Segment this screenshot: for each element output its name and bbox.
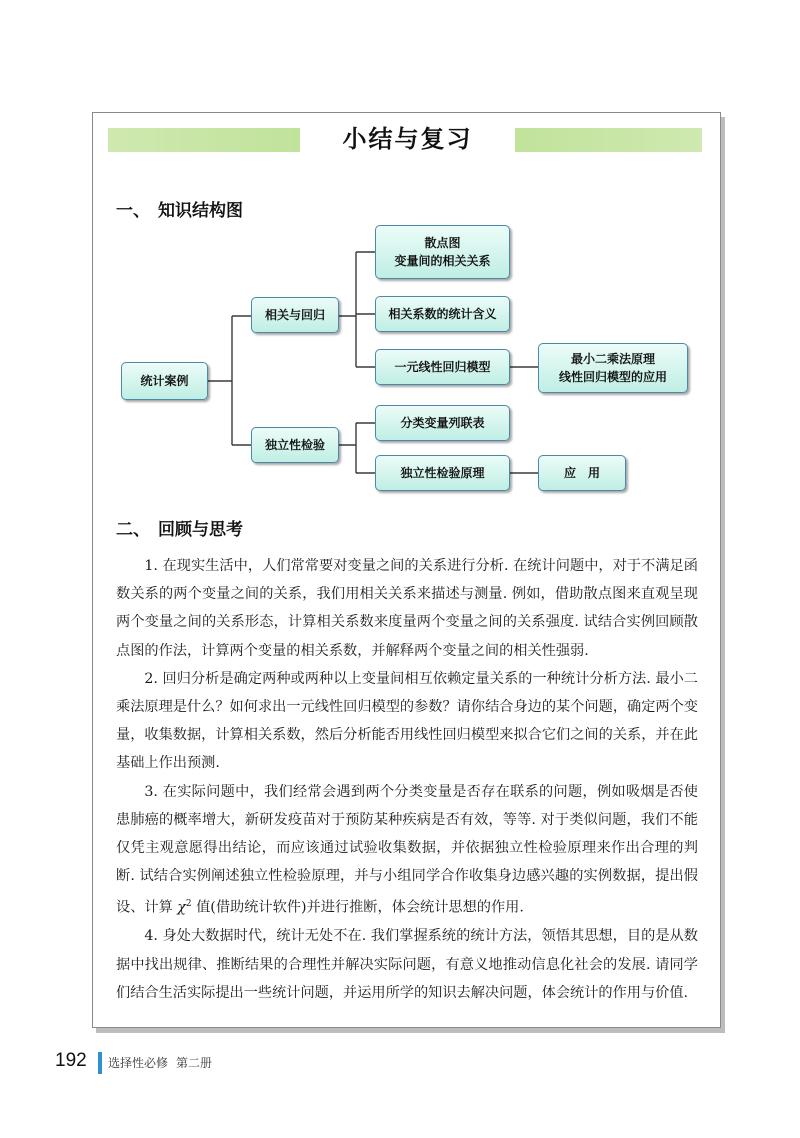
paragraph-4: 4. 身处大数据时代，统计无处不在. 我们掌握系统的统计方法，领悟其思想，目的是从数据中找出规律、推断结果的合理性并解决实际问题，有意义地推动信息化社会的发展. 请同学们结合生活实际提出一些统计问题，并运用所学的知识去解决问题，体会统计的作用与价值. — [116, 928, 698, 1001]
box-label: 分类变量列联表 — [400, 416, 485, 430]
box-correlation — [251, 297, 339, 333]
review-paragraphs — [116, 552, 698, 1007]
section-label: 知识结构图 — [158, 201, 243, 221]
box-linear-model — [375, 349, 510, 385]
box-label: 独立性检验原理 — [400, 466, 485, 480]
box-root — [121, 362, 208, 400]
box-least-squares — [538, 343, 688, 393]
box-application — [538, 455, 626, 491]
box-label: 统计案例 — [140, 374, 189, 388]
box-label-line: 线性回归模型的应用 — [558, 370, 667, 384]
paragraph-1: 1. 在现实生活中，人们常常要对变量之间的关系进行分析. 在统计问题中，对于不满足函数关系的两个变量之间的关系，我们用相关关系来描述与测量. 例如，借助散点图来直观呈现两个变量之间的关系形态，计算相关系数来度量两个变量之间的关系强度. 试结合实例回顾散点图的作法，计算两个变量的相关系数，并解释两个变量之间的相关性强弱. — [116, 558, 698, 659]
box-label: 相关系数的统计含义 — [388, 307, 497, 321]
page-title: 小结与复习 — [300, 118, 515, 160]
box-label-line: 最小二乘法原理 — [570, 352, 655, 366]
chi-symbol: χ — [177, 900, 186, 917]
running-footer — [108, 1054, 212, 1071]
box-contingency — [375, 405, 510, 441]
section-number: 二、 — [116, 520, 150, 540]
section-label: 回顾与思考 — [158, 520, 243, 540]
box-label: 应 用 — [563, 466, 600, 480]
chi-exponent: 2 — [185, 899, 192, 910]
book-volume: 第二册 — [176, 1056, 213, 1070]
box-label-line: 散点图 — [424, 236, 461, 250]
box-scatter — [375, 225, 510, 279]
paragraph-text: 3. 在实际问题中，我们经常会遇到两个分类变量是否存在联系的问题，例如吸烟是否使患肺癌的概率增大，新研发疫苗对于预防某种疾病是否有效，等等. 对于类似问题，我们不能仅凭主观意愿得出结论，而应该通过试验收集数据，并依据独立性检验原理来作出合理的判断. 试结合实例阐述独立性检验原理，并与小组同学合作收集身边感兴趣的实例数据，提出假设、计算 — [116, 783, 698, 917]
box-label-line: 变量间的相关关系 — [394, 254, 491, 268]
footer-divider — [98, 1052, 102, 1074]
paragraph-3 — [116, 778, 698, 923]
section-heading-2 — [116, 515, 243, 540]
book-title: 选择性必修 — [108, 1056, 169, 1070]
box-label: 一元线性回归模型 — [394, 360, 491, 374]
paragraph-2: 2. 回归分析是确定两种或两种以上变量间相互依赖定量关系的一种统计分析方法. 最小二乘法原理是什么？如何求出一元线性回归模型的参数？请你结合身边的某个问题，确定两个变量，收集数据，计算相关系数，然后分析能否用线性回归模型来拟合它们之间的关系，并在此基础上作出预测. — [116, 670, 698, 772]
box-coefficient — [375, 296, 510, 332]
paragraph-text: 值(借助统计软件)并进行推断，体会统计思想的作用. — [191, 900, 524, 917]
box-independence — [251, 427, 339, 463]
page-number: 192 — [55, 1050, 87, 1071]
box-label: 相关与回归 — [264, 308, 325, 322]
box-label: 独立性检验 — [264, 438, 325, 452]
section-number: 一、 — [116, 201, 150, 221]
box-principle — [375, 455, 510, 491]
